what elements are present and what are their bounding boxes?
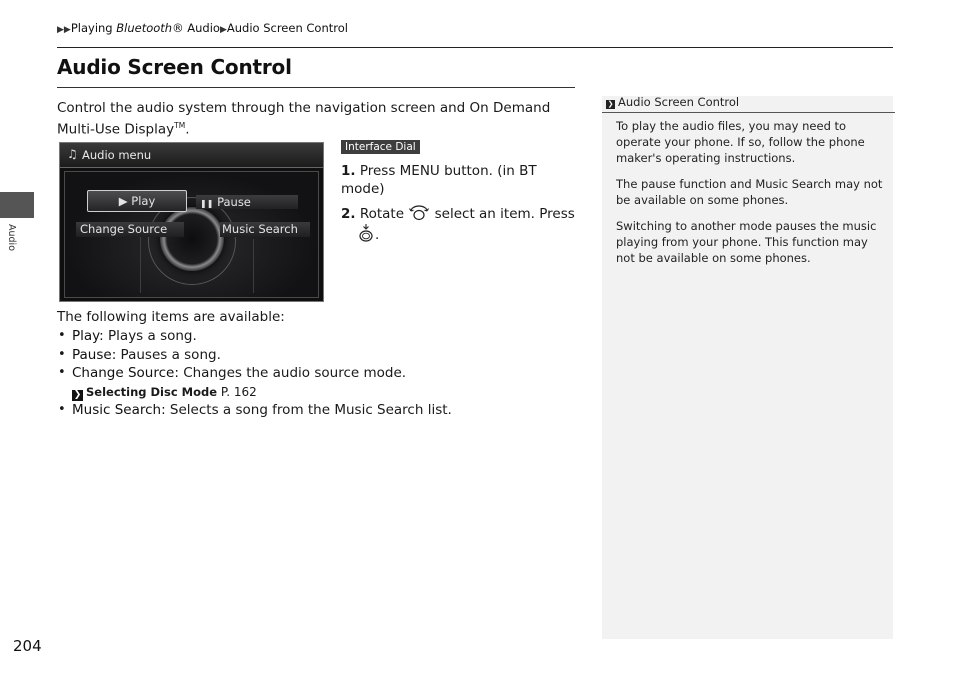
intro-end: .	[185, 121, 190, 138]
screen-pause-label: Pause	[217, 195, 251, 209]
list-item	[57, 346, 577, 365]
step-2-continuation	[341, 223, 576, 244]
step-number: 2.	[341, 206, 356, 222]
step-1	[341, 162, 576, 198]
item-desc: Pauses a song.	[116, 346, 221, 363]
title-rule	[57, 87, 575, 88]
side-note-panel	[602, 96, 893, 639]
item-term: Music Search:	[72, 402, 166, 418]
screen-music-search-button: Music Search	[220, 222, 310, 237]
music-note-icon: ♫	[67, 147, 78, 161]
dial-knob	[160, 207, 224, 271]
step-2	[341, 204, 576, 244]
chapter-tab	[0, 192, 34, 218]
side-note-title-text: Audio Screen Control	[618, 95, 740, 109]
item-term: Change Source:	[72, 365, 179, 381]
list-item	[57, 364, 577, 383]
pause-icon: ❚❚	[200, 199, 214, 208]
side-note-rule	[602, 112, 895, 113]
cross-reference-link[interactable]	[57, 383, 577, 402]
side-note-body	[616, 118, 886, 276]
step-text-c: .	[375, 227, 380, 243]
item-term: Play:	[72, 328, 104, 344]
rotate-dial-icon	[408, 204, 430, 222]
breadcrumb-part1-prefix: Playing	[70, 21, 117, 35]
xref-page: P. 162	[220, 384, 257, 399]
item-desc: Selects a song from the Music Search list.	[165, 402, 452, 418]
step-text-a: Rotate	[359, 206, 405, 222]
screen-title-bar	[60, 143, 323, 168]
breadcrumb	[57, 21, 348, 35]
screen-play-button	[87, 190, 187, 212]
breadcrumb-arrow-icon: ▶▶	[57, 25, 71, 35]
side-note-paragraph: Switching to another mode pauses the music playing from your phone. This function may not be available on some phones.	[616, 219, 877, 265]
side-note-paragraph: The pause function and Music Search may not be available on some phones.	[616, 177, 883, 207]
breadcrumb-part1-italic: Bluetooth	[116, 21, 173, 35]
item-desc: Changes the audio source mode.	[178, 365, 407, 381]
screen-change-source-button: Change Source	[76, 222, 184, 237]
interface-dial-tag: Interface Dial	[341, 140, 420, 154]
reference-arrow-icon: ❯	[607, 100, 614, 108]
intro-text: Control the audio system through the navigation screen and On Demand Multi-Use Display	[57, 100, 551, 138]
audio-menu-screen	[59, 142, 324, 302]
screen-title: Audio menu	[82, 148, 152, 162]
item-term: Pause:	[72, 346, 117, 363]
xref-label: Selecting Disc Mode	[86, 384, 218, 399]
steps-list	[341, 162, 576, 250]
reference-arrow-icon: ❯	[73, 389, 82, 400]
item-desc: Plays a song.	[103, 328, 197, 344]
chapter-label: Audio	[6, 224, 17, 252]
section-title: Audio Screen Control	[57, 55, 292, 79]
list-item	[57, 327, 577, 346]
step-text-b: select an item. Press	[434, 206, 575, 222]
intro-trademark: TM	[174, 121, 186, 130]
screen-play-label: Play	[131, 194, 156, 208]
header-rule	[57, 47, 893, 48]
intro-paragraph	[57, 99, 577, 139]
breadcrumb-part2: Audio Screen Control	[226, 21, 348, 35]
breadcrumb-arrow-icon: ▶	[219, 25, 227, 35]
page-number: 204	[13, 637, 42, 655]
screen-pause-button	[196, 195, 298, 209]
list-item	[57, 401, 577, 420]
items-intro: The following items are available:	[57, 309, 285, 325]
side-note-paragraph: To play the audio files, you may need to operate your phone. If so, follow the phone maker's operating instructions.	[616, 119, 865, 165]
items-list	[57, 327, 577, 420]
press-dial-icon	[357, 223, 375, 243]
breadcrumb-part1-suffix: ® Audio	[172, 21, 220, 35]
screen-divider	[253, 239, 254, 293]
step-number: 1.	[341, 163, 356, 179]
play-icon: ▶	[118, 194, 128, 208]
step-text: Press MENU button. (in BT mode)	[341, 163, 537, 197]
side-note-title	[606, 96, 739, 109]
screen-divider	[140, 233, 141, 293]
